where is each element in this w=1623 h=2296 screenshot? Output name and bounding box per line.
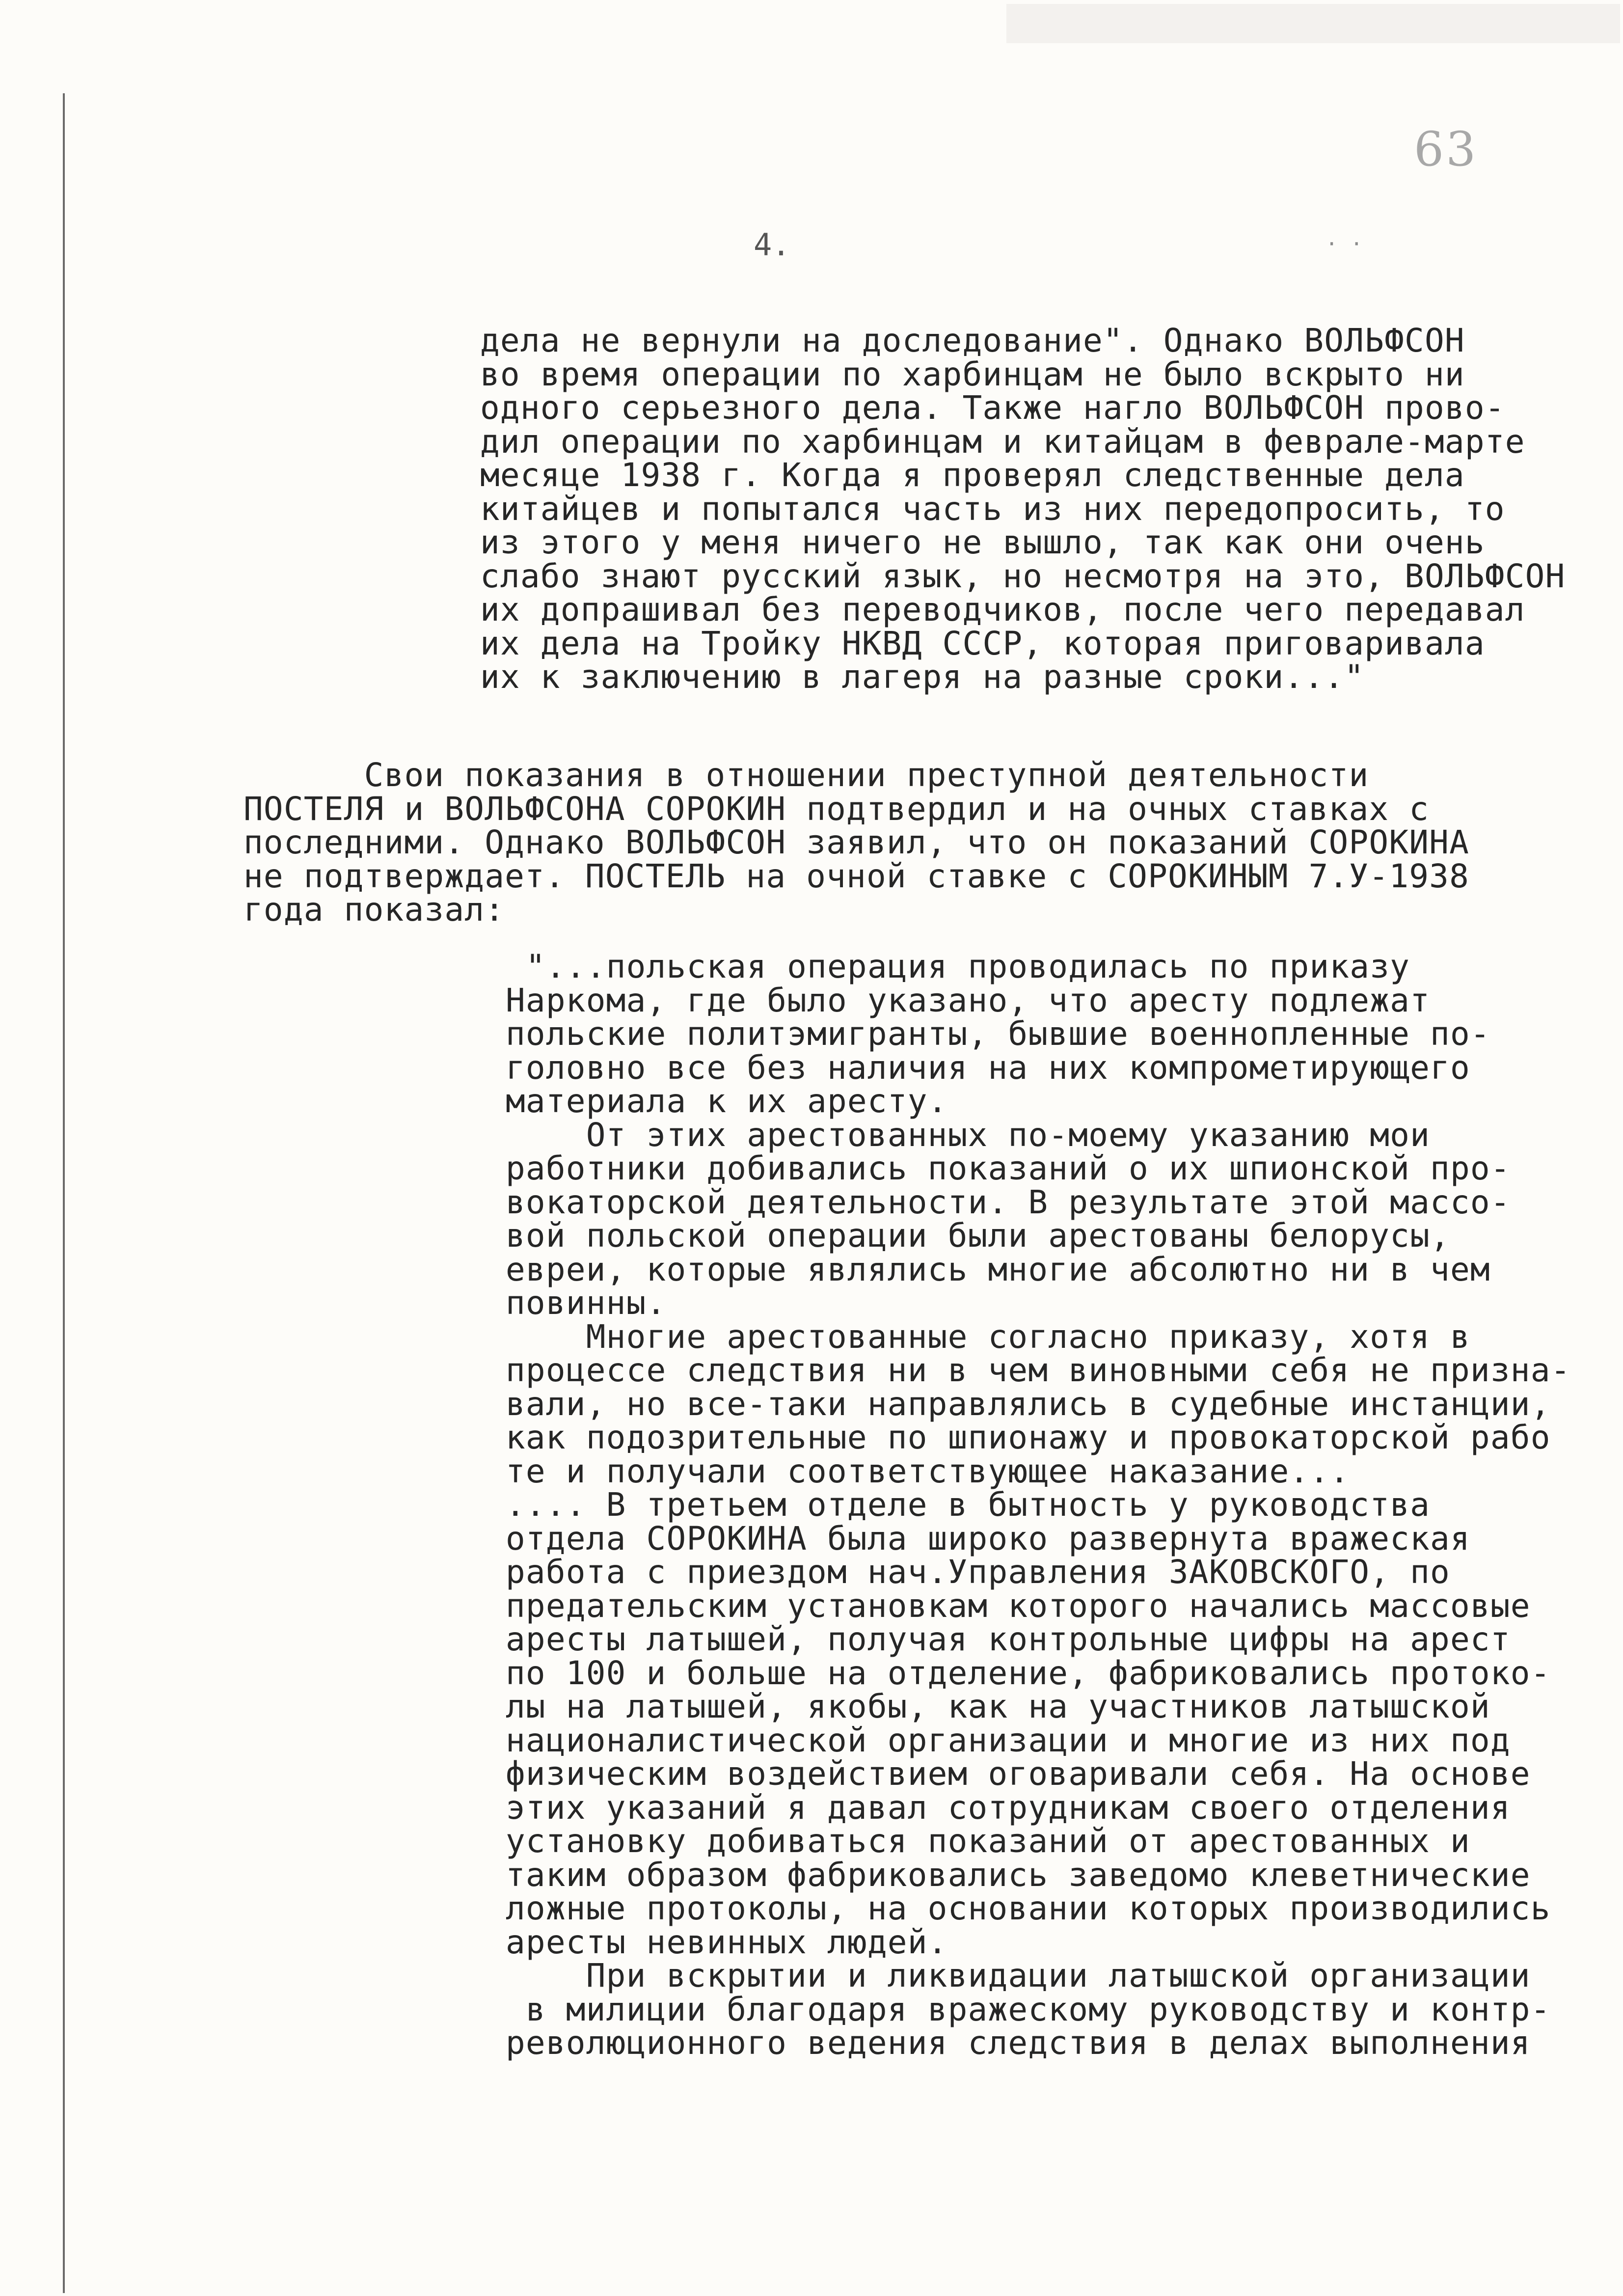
paragraph-postel-testimony: "...польская операция проводилась по приказу Наркома, где было указано, что аресту подлежат польские политэмигранты, бывшие военнопленные по- головно все без наличия на них компрометирующего материала к их аресту. От этих арестованных по-моему указанию мои работники добивались показаний о их шпионской про- вокаторской деятельности. В результате этой массо- вой польской операции были арестованы белорусы, евреи, которые являлись многие абсолютно ни в чем повинны. Многие арестованные согласно приказу, хотя в процессе следствия ни в чем виновными себя не призна- вали, но все-таки направлялись в судебные инстанции, как подозрительные по шпионажу и провокаторской рабо те и получали соответствующее наказание... .... В третьем отделе в бытность у руководства отдела СОРОКИНА была широко развернута вражеская работа с приездом нач.Управления ЗАКОВСКОГО, по предательским установкам которого начались массовые аресты латышей, получая контрольные цифры на арест по 100 и больше на отделение, фабриковались протоко- лы на латышей, якобы, как на участников латышской националистической организации и многие из них под физическим воздействием оговаривали себя. На основе этих указаний я давал сотрудникам своего отделения установку добиваться показаний от арестованных и таким образом фабриковались заведомо клеветнические ложные протоколы, на основании которых производились аресты невинных людей. При вскрытии и ликвидации латышской организации в милиции благодаря вражескому руководству и контр- революционного ведения следствия в делах выполнения (506, 948, 1571, 2062)
left-margin-line (63, 93, 65, 2293)
archive-sheet-number: 63 (1414, 122, 1478, 177)
scan-artifact (1006, 4, 1620, 43)
paragraph-quote-end: дела не вернули на доследование". Однако ВОЛЬФСОН во время операции по харбинцам не было вскрыто ни одного серьезного дела. Также нагло ВОЛЬФСОН прово- дил операции по харбинцам и китайцам в феврале-марте месяце 1938 г. Когда я проверял следственные дела китайцев и попытался часть из них передопросить, то из этого у меня ничего не вышло, так как они очень слабо знают русский язык, но несмотря на это, ВОЛЬФСОН их допрашивал без переводчиков, после чего передавал их дела на Тройку НКВД СССР, которая приговаривала их к заключению в лагеря на разные сроки..." (480, 322, 1566, 696)
margin-mark: · · (1325, 232, 1363, 256)
paragraph-narrative: Свои показания в отношении преступной деятельности ПОСТЕЛЯ и ВОЛЬФСОНА СОРОКИН подтвердил и на очных ставках с последними. Однако ВОЛЬФСОН заявил, что он показаний СОРОКИНА не подтверждает. ПОСТЕЛЬ на очной ставке с СОРОКИНЫМ 7.У-1938 года показал: (243, 756, 1470, 929)
page-number: 4. (754, 227, 790, 263)
